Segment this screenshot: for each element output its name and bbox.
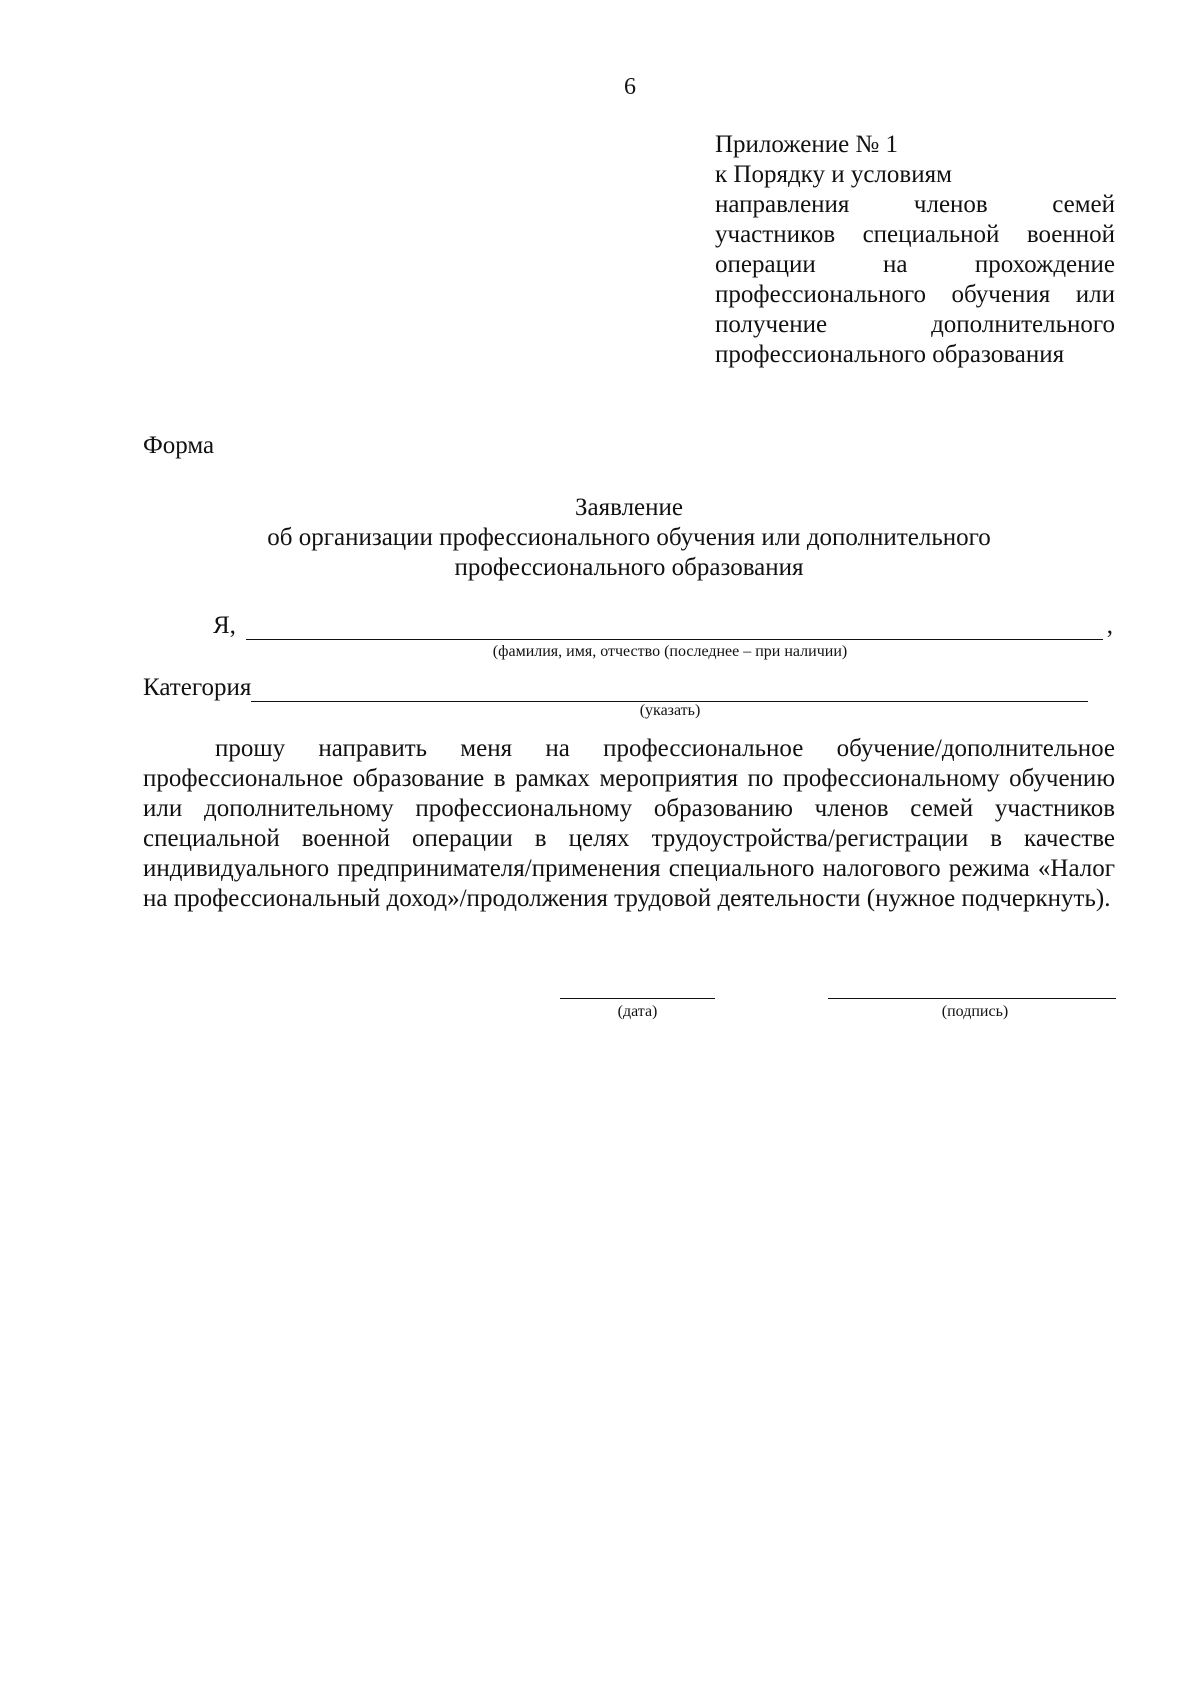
category-label: Категория <box>143 674 252 701</box>
form-label: Форма <box>143 432 215 459</box>
appendix-line: к Порядку и условиям <box>715 161 952 188</box>
title-line-3: профессионального образования <box>454 554 804 581</box>
appendix-line: направления членов семей <box>715 191 1115 218</box>
applicant-name-field[interactable] <box>246 613 1103 640</box>
appendix-line: профессионального образования <box>715 341 1065 368</box>
appendix-line: профессионального обучения или <box>715 281 1115 308</box>
appendix-line: получение дополнительного <box>715 311 1115 338</box>
request-text: прошу направить меня на профессиональное обучение/дополнительное профессиональное образование в рамках мероприятия по профессиональному обучению или дополнительному профессиональному образованию членов семей участников специальной военной операции в целях трудоустройства/регистрации в качестве индивидуального предпринимателя/применения специального налогового режима «Налог на профессиональный доход»/продолжения трудовой деятельности (нужное подчеркнуть). <box>143 735 1115 912</box>
applicant-name-caption: (фамилия, имя, отчество (последнее – при наличии) <box>492 643 848 660</box>
title-line-2: об организации профессионального обучения или дополнительного <box>267 524 991 551</box>
document-title <box>143 493 1115 583</box>
date-caption: (дата) <box>617 1003 658 1020</box>
title-line-1: Заявление <box>574 494 684 521</box>
appendix-line: участников специальной военной <box>715 221 1115 248</box>
appendix-line: Приложение № 1 <box>715 131 899 158</box>
category-caption: (указать) <box>639 702 701 719</box>
category-row <box>143 674 1088 702</box>
page-number: 6 <box>624 74 636 100</box>
category-field[interactable] <box>251 675 1088 702</box>
applicant-name-row <box>213 612 1113 640</box>
appendix-block <box>715 130 1115 370</box>
applicant-prefix: Я, <box>213 612 236 639</box>
date-field[interactable] <box>560 998 715 999</box>
appendix-line: операции на прохождение <box>715 251 1115 278</box>
signature-field[interactable] <box>828 998 1116 999</box>
signature-caption: (подпись) <box>941 1003 1009 1020</box>
applicant-suffix: , <box>1106 612 1113 639</box>
